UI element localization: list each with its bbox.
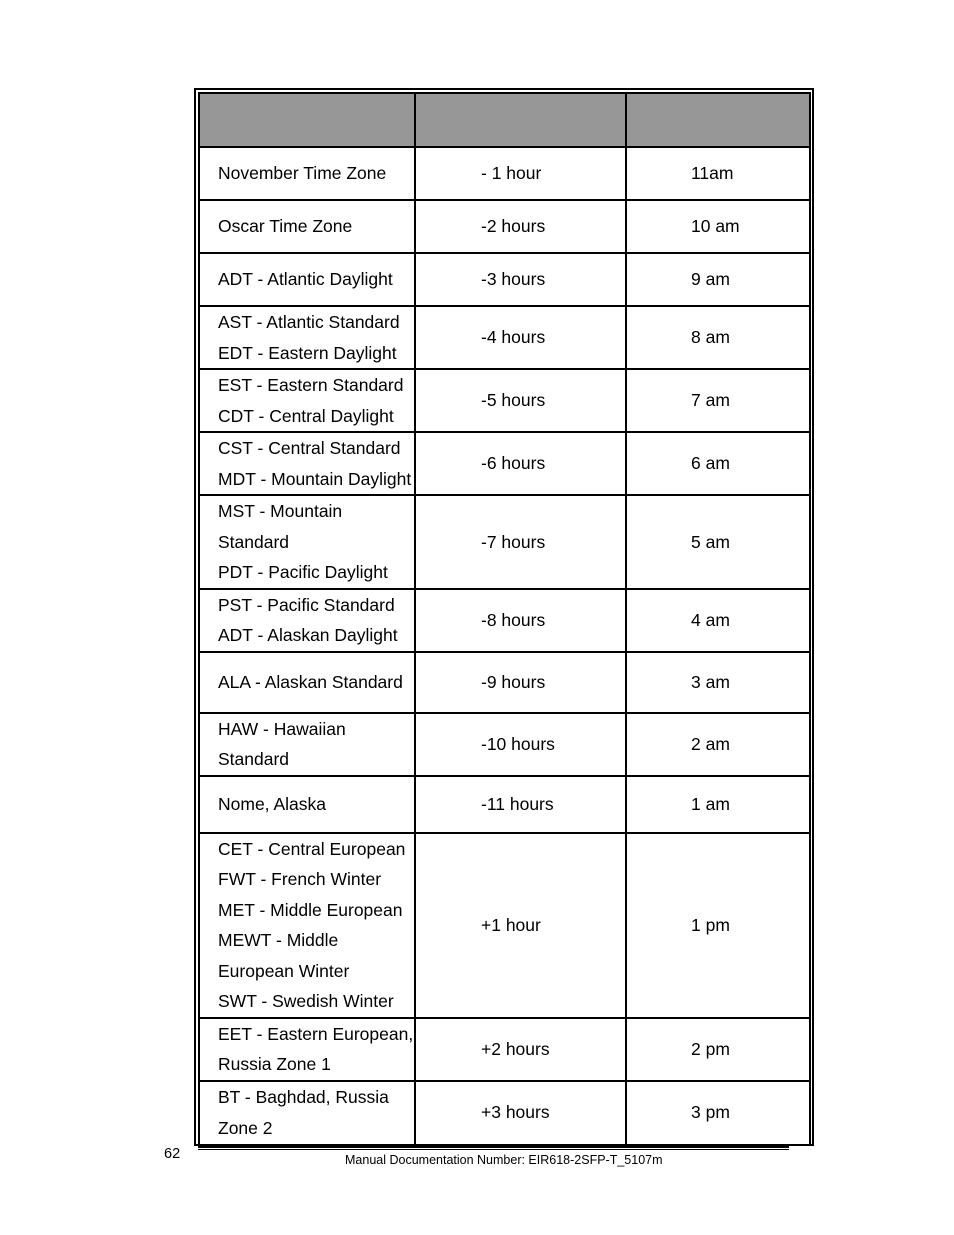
page-number: 62 [164,1146,181,1162]
zone-name-line: Russia Zone 1 [218,1054,331,1074]
offset-cell: -3 hours [415,253,626,306]
offset-cell: - 1 hour [415,147,626,200]
time-cell: 10 am [626,200,810,253]
zone-name-cell [199,253,415,306]
offset-cell: -9 hours [415,652,626,713]
table-row [199,833,810,1018]
zone-name-cell [199,652,415,713]
offset-cell: +2 hours [415,1018,626,1081]
zone-name-line: ADT - Atlantic Daylight [218,269,393,290]
doc-number: Manual Documentation Number: EIR618-2SFP-T_5107m [345,1153,663,1167]
header-cell-zone [199,93,415,147]
table-row [199,1018,810,1081]
offset-cell: -10 hours [415,713,626,776]
table-header-row [199,93,810,147]
time-cell: 1 pm [626,833,810,1018]
table-row [199,713,810,776]
zone-name-line: CET - Central European [218,838,406,859]
zone-name-line: Zone 2 [218,1117,273,1138]
offset-cell: +3 hours [415,1081,626,1145]
zone-name-line: FWT - French Winter [218,869,382,889]
table-row [199,495,810,589]
zone-name-line: EST - Eastern Standard [218,375,404,395]
zone-name-cell [199,589,415,652]
table-row [199,200,810,253]
zone-name-cell [199,306,415,369]
offset-cell: -5 hours [415,369,626,432]
table-row [199,1081,810,1145]
time-cell: 2 am [626,713,810,776]
zone-name-line: EET - Eastern European, [218,1023,414,1044]
offset-cell: -4 hours [415,306,626,369]
time-cell: 11am [626,147,810,200]
table-row [199,147,810,200]
zone-name-cell [199,432,415,495]
offset-cell: -8 hours [415,589,626,652]
zone-name-line: Oscar Time Zone [218,216,353,237]
zone-name-line: ALA - Alaskan Standard [218,671,403,692]
zone-name-cell [199,1018,415,1081]
table-row [199,652,810,713]
time-cell: 8 am [626,306,810,369]
offset-cell: -6 hours [415,432,626,495]
zone-name-line: PDT - Pacific Daylight [218,562,388,582]
zone-name-cell [199,200,415,253]
zone-name-line: EDT - Eastern Daylight [218,342,397,363]
offset-cell: -7 hours [415,495,626,589]
zone-name-line: MST - Mountain [218,501,343,521]
zone-name-cell [199,369,415,432]
zone-name-line: November Time Zone [218,163,387,184]
time-cell: 1 am [626,776,810,833]
zone-name-line: ADT - Alaskan Daylight [218,625,398,645]
zone-name-cell [199,833,415,1018]
time-cell: 2 pm [626,1018,810,1081]
zone-name-line: MEWT - Middle [218,930,339,950]
table-row [199,306,810,369]
table-body [199,147,810,1145]
time-cell: 9 am [626,253,810,306]
table-row [199,589,810,652]
table-row [199,253,810,306]
zone-name-cell [199,713,415,776]
zone-name-cell [199,495,415,589]
zone-name-line: Standard [218,531,290,552]
zone-name-line: Nome, Alaska [218,793,326,814]
offset-cell: +1 hour [415,833,626,1018]
zone-name-line: BT - Baghdad, Russia [218,1087,389,1107]
zone-name-line: Standard [218,749,290,769]
zone-name-line: CDT - Central Daylight [218,405,394,426]
header-cell-offset [415,93,626,147]
offset-cell: -2 hours [415,200,626,253]
zone-name-line: MDT - Mountain Daylight [218,468,412,489]
zone-name-line: CST - Central Standard [218,438,401,458]
time-cell: 4 am [626,589,810,652]
time-cell: 7 am [626,369,810,432]
zone-name-cell [199,776,415,833]
zone-name-line: PST - Pacific Standard [218,594,395,615]
zone-name-line: AST - Atlantic Standard [218,312,400,332]
zone-name-line: SWT - Swedish Winter [218,991,394,1011]
offset-cell: -11 hours [415,776,626,833]
table-row [199,369,810,432]
table-row [199,776,810,833]
table-row [199,432,810,495]
time-cell: 6 am [626,432,810,495]
zone-name-line: European Winter [218,960,350,981]
zone-name-line: MET - Middle European [218,899,403,920]
time-cell: 3 pm [626,1081,810,1145]
zone-name-cell [199,1081,415,1145]
footer-rule-thin [198,1149,789,1150]
zone-name-cell [199,147,415,200]
time-cell: 5 am [626,495,810,589]
time-zone-table [198,92,811,1146]
time-cell: 3 am [626,652,810,713]
header-cell-time [626,93,810,147]
zone-name-line: HAW - Hawaiian [218,718,346,739]
footer-rule [198,1146,789,1148]
